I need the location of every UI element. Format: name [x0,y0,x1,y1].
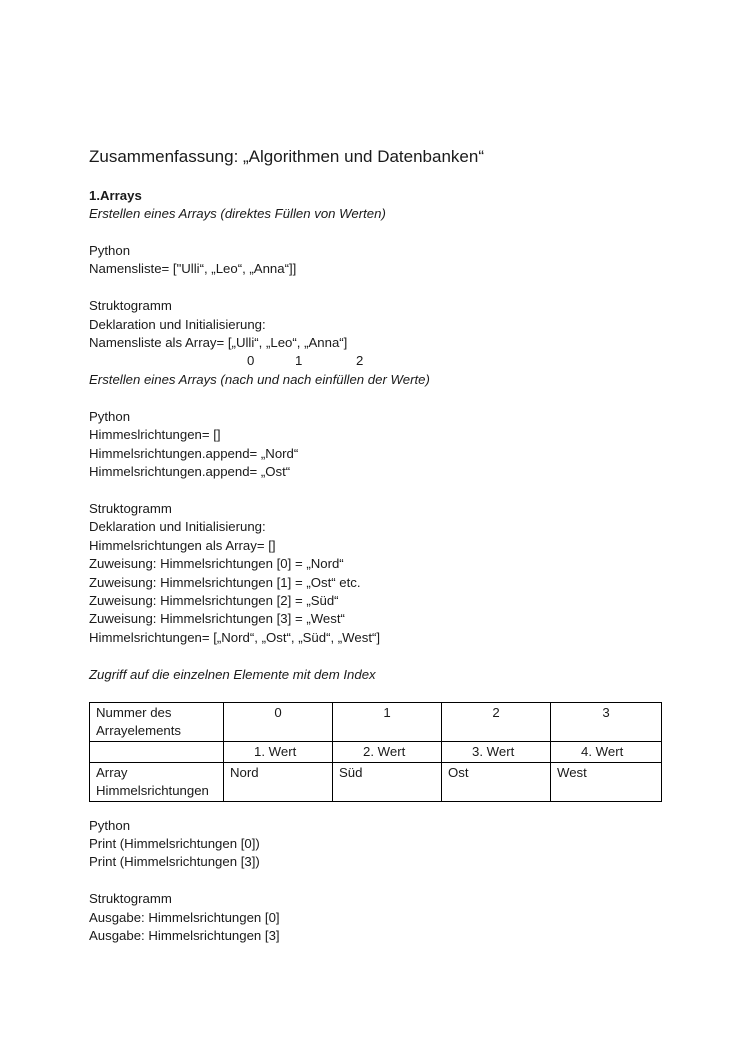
table-row [90,703,662,742]
table-row [90,763,662,802]
table-cell-empty [90,742,224,763]
array-index-table [89,702,662,802]
struktogramm-line: Zuweisung: Himmelsrichtungen [2] = „Süd“ [89,593,339,608]
struktogramm-label: Struktogramm [89,891,172,906]
table-cell-wert: 2. Wert [333,742,442,763]
struktogramm-line: Himmelsrichtungen= [„Nord“, „Ost“, „Süd“, „West“] [89,630,381,645]
table-cell-value: West [551,763,662,802]
array-index: 1 [295,353,303,368]
struktogramm-line: Himmelsrichtungen als Array= [] [89,538,276,553]
subheading-incremental-fill: Erstellen eines Arrays (nach und nach einfüllen der Werte) [89,372,430,387]
table-cell-index: 1 [333,703,442,742]
struktogramm-line: Ausgabe: Himmelsrichtungen [3] [89,928,280,943]
python-code-line: Print (Himmelsrichtungen [0]) [89,836,260,851]
table-cell-index: 3 [551,703,662,742]
python-label: Python [89,409,131,424]
struktogramm-line: Namensliste als Array= [„Ulli“, „Leo“, „Anna“] [89,335,348,350]
python-code-line: Himmelsrichtungen.append= „Nord“ [89,446,299,461]
table-cell-label: Nummer des Arrayelements [90,703,224,742]
table-cell-value: Süd [333,763,442,802]
table-row [90,742,662,763]
subheading-direct-fill: Erstellen eines Arrays (direktes Füllen von Werten) [89,206,386,221]
table-cell-wert: 1. Wert [224,742,333,763]
struktogramm-line: Ausgabe: Himmelsrichtungen [0] [89,910,280,925]
subheading-index-access: Zugriff auf die einzelnen Elemente mit dem Index [89,667,376,682]
struktogramm-line: Deklaration und Initialisierung: [89,519,266,534]
python-code-line: Himmelsrichtungen.append= „Ost“ [89,464,291,479]
struktogramm-line: Zuweisung: Himmelsrichtungen [3] = „West“ [89,611,345,626]
table-cell-wert: 4. Wert [551,742,662,763]
python-code-line: Namensliste= ["Ulli“, „Leo“, „Anna“]] [89,261,297,276]
array-index: 0 [247,353,255,368]
struktogramm-line: Deklaration und Initialisierung: [89,317,266,332]
python-code-line: Print (Himmelsrichtungen [3]) [89,854,260,869]
table-cell-label: Array Himmelsrichtungen [90,763,224,802]
table-cell-value: Ost [442,763,551,802]
struktogramm-label: Struktogramm [89,501,172,516]
table-cell-index: 2 [442,703,551,742]
table-cell-index: 0 [224,703,333,742]
struktogramm-line: Zuweisung: Himmelsrichtungen [0] = „Nord“ [89,556,344,571]
python-label: Python [89,243,131,258]
array-index: 2 [356,353,364,368]
table-cell-wert: 3. Wert [442,742,551,763]
struktogramm-line: Zuweisung: Himmelsrichtungen [1] = „Ost“ etc. [89,575,361,590]
page-title: Zusammenfassung: „Algorithmen und Datenbanken“ [89,147,484,166]
section-heading: 1.Arrays [89,188,142,203]
struktogramm-label: Struktogramm [89,298,172,313]
table-cell-value: Nord [224,763,333,802]
python-code-line: Himmeslrichtungen= [] [89,427,221,442]
python-label: Python [89,818,131,833]
